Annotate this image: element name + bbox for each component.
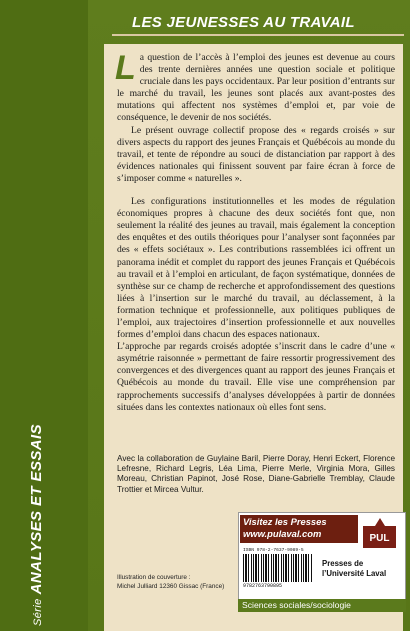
publisher-name xyxy=(322,559,404,578)
publisher-name-line1: Presses de xyxy=(322,559,364,568)
collaborators: Avec la collaboration de Guylaine Baril, Pierre Doray, Henri Eckert, Florence Lefresne, Richard Legris, Léa Lima, Pierre Merle, Virginia Mora, Gilles Moreau, Christian Papinot, José Rose, Diane-Gabrielle Tremblay, Claude Trottier et Mircea Vultur. xyxy=(117,454,395,494)
series-name: ANALYSES ET ESSAIS xyxy=(28,424,45,595)
publisher-name-line2: l’Université Laval xyxy=(322,568,387,578)
illustration-credit xyxy=(117,574,237,591)
paragraph-4: L’approche par regards croisés adoptée s’inscrit dans le cadre d’une « asymétrie raisonnée » permettant de faire ressortir progressivement des convergences et des divergences quant au rapport des jeunes Français et Québécois au monde du travail. Elle vise une compréhension par rapprochements successifs d’analyses développées à partir de données situées dans les contextes nationaux où elles font sens. xyxy=(117,341,395,413)
visit-banner xyxy=(240,515,358,543)
series-title xyxy=(28,424,45,626)
illustration-artist: Michel Julliard 12360 Gissac (France) xyxy=(117,582,225,590)
website-link[interactable]: www.pulaval.com xyxy=(243,528,322,539)
paragraph-1: La question de l’accès à l’emploi des jeunes est devenue au cours des trente dernières années une question sociale et politique cruciale dans les pays occidentaux. Par leur position d’entrants sur le marché du travail, les jeunes sont placés aux avant-postes des mutations qui affectent nos systèmes d’emploi et, par voie de conséquence, le devenir de nos sociétés. xyxy=(115,49,396,124)
paragraph-3: Les configurations institutionnelles et les modes de régulation économiques propres à chacune des deux sociétés font que, non seulement la réalité des jeunes au travail, mais également la conception des enquêtes et des outils théoriques pour l’analyser sont façonnées par des « effets sociétaux ». Les contributions rassemblées ici offrent un panorama inédit et complet du rapport des jeunes Français et Québécois au travail et à l’emploi en articulant, de façon systématique, données de synthèse sur ce champ de recherche et approfondissement des questions liées à l’insertion sur le marché du travail, au déclassement, à la formation technique et professionnelle, aux politiques publiques de l’emploi, aux trajectoires d’insertion professionnelle et aux nouvelles formes d’emploi dans chacun des espaces nationaux. xyxy=(117,196,395,341)
barcode-icon xyxy=(243,554,313,582)
barcode-number: 9782763790895 xyxy=(243,583,283,589)
title-underline xyxy=(112,34,404,36)
collection-label: Sciences sociales/sociologie xyxy=(238,599,406,612)
visit-line: Visitez les Presses xyxy=(243,516,327,527)
pul-logo-icon: PUL xyxy=(363,526,396,548)
illustration-label: Illustration de couverture : xyxy=(117,574,191,581)
paragraph-2: Le présent ouvrage collectif propose des « regards croisés » sur divers aspects du rapport des jeunes Français et Québécois au monde du travail, et tente de répondre au souci de distanciation par rapport à des évidences nationales qui finissent souvent par faire écran à force de s’imposer comme « naturelles ». xyxy=(117,124,395,184)
blurb xyxy=(115,49,396,414)
book-title: LES JEUNESSES AU TRAVAIL xyxy=(132,14,355,31)
series-lead: Série xyxy=(32,598,44,626)
isbn-text: ISBN 978-2-7637-9089-5 xyxy=(243,548,304,553)
